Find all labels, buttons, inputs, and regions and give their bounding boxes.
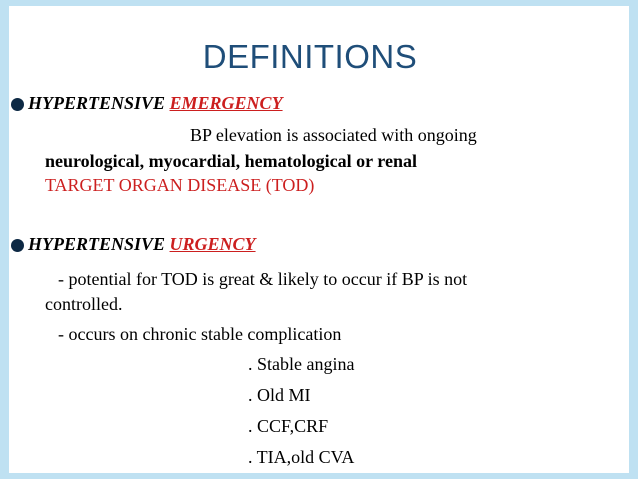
urgency-line-2: controlled. xyxy=(45,294,123,314)
list-item-complication: . CCF,CRF xyxy=(248,416,329,436)
list-item-complication: . Stable angina xyxy=(248,354,355,374)
urgency-heading xyxy=(28,233,256,255)
emergency-heading-highlight: EMERGENCY xyxy=(169,93,283,113)
emergency-heading xyxy=(28,92,283,114)
bullet-icon xyxy=(11,239,24,252)
urgency-heading-prefix: HYPERTENSIVE xyxy=(28,234,166,254)
emergency-line-1: BP elevation is associated with ongoing xyxy=(190,125,477,145)
emergency-line-2: neurological, myocardial, hematological or renal xyxy=(45,151,417,171)
urgency-heading-highlight: URGENCY xyxy=(169,234,256,254)
list-item-complication: . Old MI xyxy=(248,385,311,405)
list-item-complication: . TIA,old CVA xyxy=(248,447,355,467)
urgency-line-3: - occurs on chronic stable complication xyxy=(58,324,342,344)
urgency-line-1: - potential for TOD is great & likely to occur if BP is not xyxy=(58,269,468,289)
slide-title: DEFINITIONS xyxy=(202,38,418,75)
emergency-line-3: TARGET ORGAN DISEASE (TOD) xyxy=(45,175,315,195)
emergency-heading-prefix: HYPERTENSIVE xyxy=(28,93,166,113)
bullet-icon xyxy=(11,98,24,111)
